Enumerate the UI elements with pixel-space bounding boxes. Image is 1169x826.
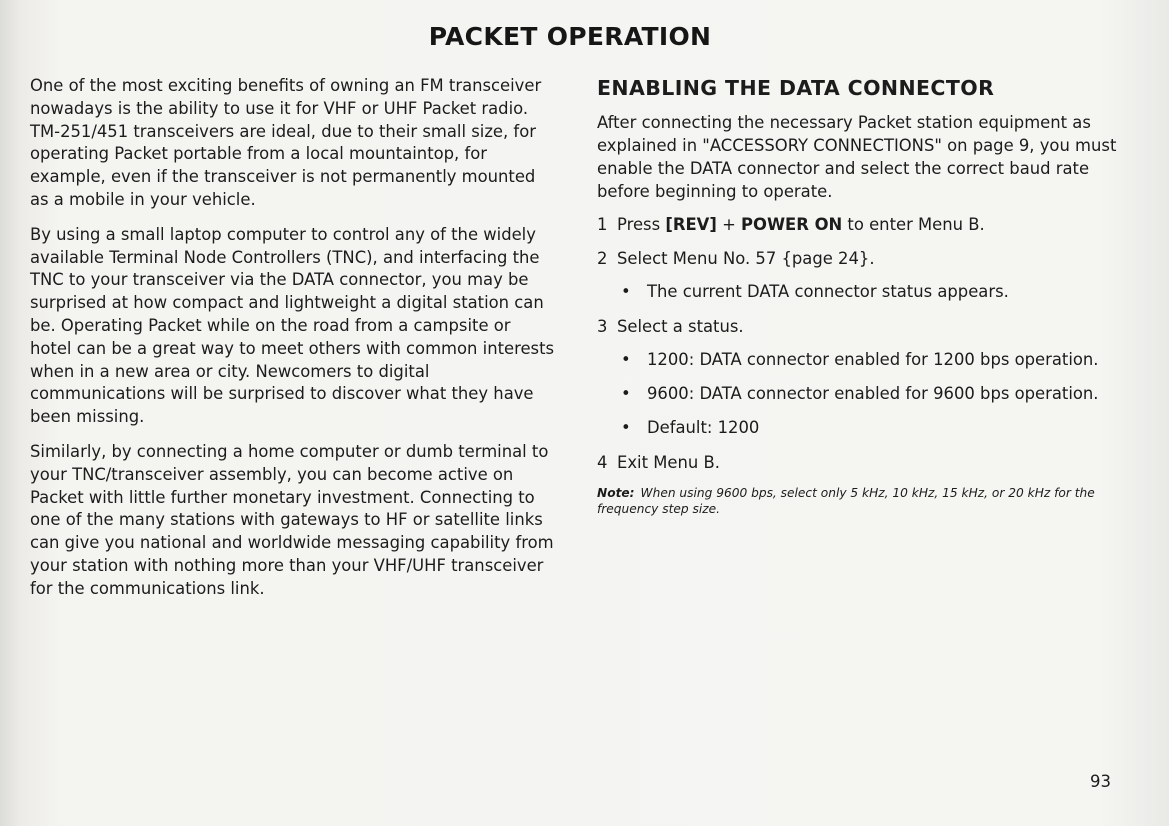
right-column bbox=[597, 75, 1122, 517]
step-text: to enter Menu B. bbox=[842, 215, 985, 234]
note-text: When using 9600 bps, select only 5 kHz, 10 kHz, 15 kHz, or 20 kHz for the frequency step size. bbox=[597, 486, 1095, 516]
paragraph-laptop: By using a small laptop computer to control any of the widely available Terminal Node Controllers (TNC), and interfacing the TNC to your transceiver via the DATA connector, you may be surprised at how compact and lightweight a digital station can be. Operating Packet while on the road from a campsite or hotel can be a great way to meet others with common interests when in a new area or city. Newcomers to digital communications will be surprised to discover what they have been missing. bbox=[30, 224, 555, 427]
note-label: Note: bbox=[597, 486, 635, 500]
step-2 bbox=[597, 247, 1122, 270]
bullet-text: 1200: DATA connector enabled for 1200 bps operation. bbox=[647, 350, 1099, 369]
bullet-text: The current DATA connector status appears. bbox=[647, 282, 1009, 301]
page-number: 93 bbox=[1090, 772, 1111, 791]
section-intro: After connecting the necessary Packet station equipment as explained in "ACCESSORY CONNECTIONS" on page 9, you must enable the DATA connector and select the correct baud rate before beginning to operate. bbox=[597, 113, 1117, 201]
key-rev: [REV] bbox=[665, 215, 717, 234]
bullet-status bbox=[597, 281, 1122, 303]
option-1200 bbox=[597, 349, 1122, 371]
section-heading: ENABLING THE DATA CONNECTOR bbox=[597, 76, 995, 100]
step-text: Exit Menu B. bbox=[617, 453, 720, 472]
step-number: 2 bbox=[597, 249, 608, 268]
note bbox=[597, 485, 1122, 517]
step-text: + bbox=[716, 215, 742, 234]
paragraph-intro: One of the most exciting benefits of owning an FM transceiver nowadays is the ability to use it for VHF or UHF Packet radio. TM-251/451 transceivers are ideal, due to their small size, for operating Packet portable from a local mountaintop, for example, even if the transceiver is not permanently mounted as a mobile in your vehicle. bbox=[30, 76, 542, 209]
step-4 bbox=[597, 451, 1122, 474]
left-column bbox=[30, 75, 556, 613]
step-number: 4 bbox=[597, 453, 608, 472]
option-default bbox=[597, 417, 1122, 439]
option-9600 bbox=[597, 383, 1122, 405]
paragraph-home-computer: Similarly, by connecting a home computer or dumb terminal to your TNC/transceiver assembly, you can become active on Packet with little further monetary investment. Connecting to one of the many stations with gateways to HF or satellite links can give you national and worldwide messaging capability from your station with nothing more than your VHF/UHF transceiver for the communications link. bbox=[30, 441, 554, 598]
step-text: Select a status. bbox=[617, 317, 744, 336]
bullet-dot: • bbox=[621, 384, 631, 403]
step-text: Press bbox=[617, 215, 666, 234]
bullet-text: Default: 1200 bbox=[647, 418, 760, 437]
step-number: 3 bbox=[597, 317, 608, 336]
key-power-on: POWER ON bbox=[741, 215, 843, 234]
bullet-text: 9600: DATA connector enabled for 9600 bps operation. bbox=[647, 384, 1099, 403]
step-3 bbox=[597, 315, 1122, 338]
bullet-dot: • bbox=[621, 350, 631, 369]
page-title: PACKET OPERATION bbox=[428, 22, 712, 51]
bullet-dot: • bbox=[621, 282, 631, 301]
step-number: 1 bbox=[597, 215, 608, 234]
step-text: Select Menu No. 57 {page 24}. bbox=[617, 249, 875, 268]
step-1 bbox=[597, 213, 1122, 236]
bullet-dot: • bbox=[621, 418, 631, 437]
